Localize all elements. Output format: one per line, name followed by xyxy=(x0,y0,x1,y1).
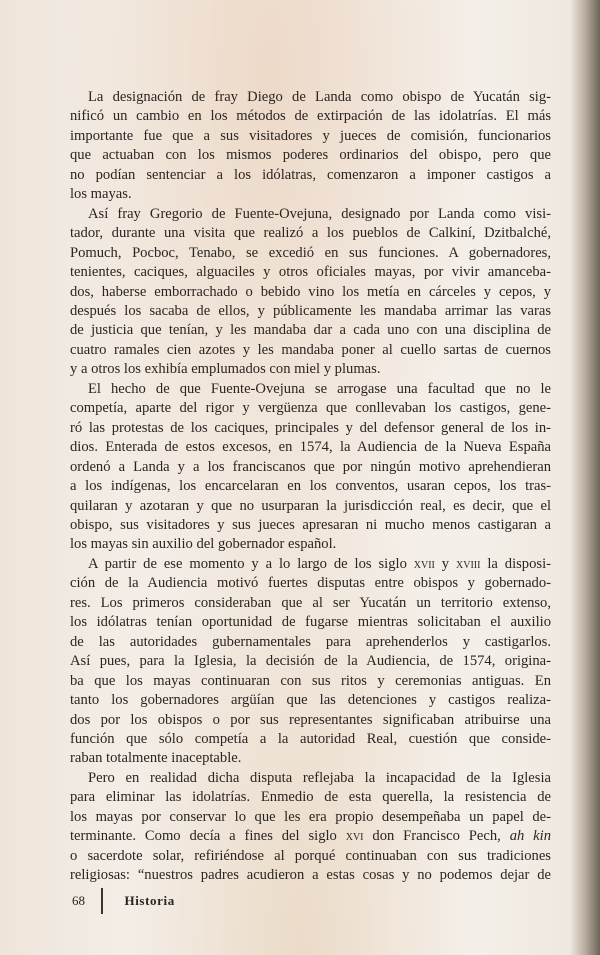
text-line: res. Los primeros consideraban que al ser Yucatán un territorio extenso, xyxy=(70,594,551,611)
text-line: los mayas por conservar lo que les era propio desempeñaba un papel de- xyxy=(70,808,551,825)
text-line: Así pues, para la Iglesia, la decisión de la Audiencia, de 1574, origina- xyxy=(70,653,551,670)
body-text xyxy=(70,88,551,886)
text-line: de justicia que tenían, y les mandaba dar a cada uno con una disciplina de xyxy=(70,322,551,339)
page-footer xyxy=(72,888,175,914)
text-line: los idólatras tenían oportunidad de fugarse mientras solicitaban el auxilio xyxy=(70,614,551,631)
century-numeral: xvii xyxy=(413,555,435,572)
text-line: los mayas. xyxy=(70,186,132,203)
text-line: Pero en realidad dicha disputa reflejaba la incapacidad de la Iglesia xyxy=(88,769,551,786)
text-line: cuatro ramales cien azotes y les mandaba poner al cuello sartas de cuernos xyxy=(70,341,551,358)
text-line: Pomuch, Pocboc, Tenabo, se excedió en sus funciones. A gobernadores, xyxy=(70,244,551,261)
text-line: para eliminar las idolatrías. Enmedio de esta querella, la resistencia de xyxy=(70,789,551,806)
text-line xyxy=(70,555,551,574)
text-line: nificó un cambio en los métodos de extirpación de las idolatrías. El más xyxy=(70,108,551,125)
text-line: no podían sentenciar a los idólatras, comenzaron a imponer castigos a xyxy=(70,166,551,183)
text-line: tenientes, caciques, alguaciles y otros oficiales mayas, por vivir amanceba- xyxy=(70,264,551,281)
text-run: la disposi- xyxy=(480,555,551,572)
text-line: dos por los obispos o por sus representantes significaban atribuirse una xyxy=(70,711,551,728)
text-line: raban totalmente inaceptable. xyxy=(70,750,242,767)
text-line: después los sacaba de ellos, y públicamente les mandaba arrimar las varas xyxy=(70,302,551,319)
running-head: Historia xyxy=(124,893,175,908)
text-run: don Francisco Pech, xyxy=(363,828,510,845)
century-numeral: xviii xyxy=(456,555,481,572)
text-line: ró las protestas de los caciques, principales y del defensor general de los in- xyxy=(70,419,551,436)
paragraph-2 xyxy=(70,205,551,380)
paragraph-3 xyxy=(70,380,551,555)
text-line: los mayas sin auxilio del gobernador español. xyxy=(70,536,337,553)
paragraph-1 xyxy=(70,88,551,205)
text-line: ción de la Audiencia motivó fuertes disputas entre obispos y gobernado- xyxy=(70,575,551,592)
text-run: terminante. Como decía a fines del siglo xyxy=(70,828,346,845)
text-line: obispo, sus visitadores y sus jueces apresaran ni mucho menos castigaran a xyxy=(70,516,551,533)
text-line: o sacerdote solar, refiriéndose al porqué continuaban con sus tradiciones xyxy=(70,847,551,864)
text-line: dos, haberse emborrachado o bebido vino los metía en cárceles y cepos, y xyxy=(70,283,551,300)
text-line: Así fray Gregorio de Fuente-Ovejuna, designado por Landa como visi- xyxy=(88,205,551,222)
text-line: ba que los mayas continuaran con sus ritos y ceremonias antiguas. En xyxy=(70,672,551,689)
text-line: dios. Enterada de estos excesos, en 1574, la Audiencia de la Nueva España xyxy=(70,439,551,456)
footer-divider xyxy=(101,888,103,914)
text-line: importante fue que a sus visitadores y jueces de comisión, funcionarios xyxy=(70,127,551,144)
text-line: ordenó a Landa y a los franciscanos que por ningún motivo aprehendieran xyxy=(70,458,551,475)
text-line: que actuaban con los mismos poderes ordinarios del obispo, pero que xyxy=(70,147,551,164)
text-line: religiosas: “nuestros padres acudieron a estas cosas y no podemos dejar de xyxy=(70,867,551,884)
text-run: y xyxy=(434,555,456,572)
page-number: 68 xyxy=(72,893,85,908)
text-run: A partir de ese momento y a lo largo de los siglo xyxy=(88,555,414,572)
text-line: tanto los gobernadores argüían que las detenciones y castigos realiza- xyxy=(70,692,551,709)
paragraph-4 xyxy=(70,555,551,769)
text-line: tador, durante una visita que realizó a los pueblos de Calkiní, Dzitbalché, xyxy=(70,225,551,242)
italic-term: ah kin xyxy=(509,828,551,845)
text-line xyxy=(70,827,551,846)
text-line: quilaran y azotaran y que no usurparan la jurisdicción real, es decir, que el xyxy=(70,497,551,514)
text-line: La designación de fray Diego de Landa como obispo de Yucatán sig- xyxy=(88,89,551,105)
paragraph-5 xyxy=(70,769,551,886)
century-numeral: xvi xyxy=(345,828,364,845)
text-line: El hecho de que Fuente-Ovejuna se arrogase una facultad que no le xyxy=(88,380,551,397)
text-line: y a otros los exhibía emplumados con miel y plumas. xyxy=(70,361,381,378)
text-line: competía, aparte del rigor y vergüenza que conllevaban los castigos, gene- xyxy=(70,400,551,417)
text-line: función que sólo competía a la autoridad Real, cuestión que conside- xyxy=(70,730,551,747)
text-line: de las autoridades gubernamentales para aprehenderlos y castigarlos. xyxy=(70,633,551,650)
text-line: a los indígenas, los encarcelaran en los conventos, usaran cepos, los tras- xyxy=(70,478,551,495)
